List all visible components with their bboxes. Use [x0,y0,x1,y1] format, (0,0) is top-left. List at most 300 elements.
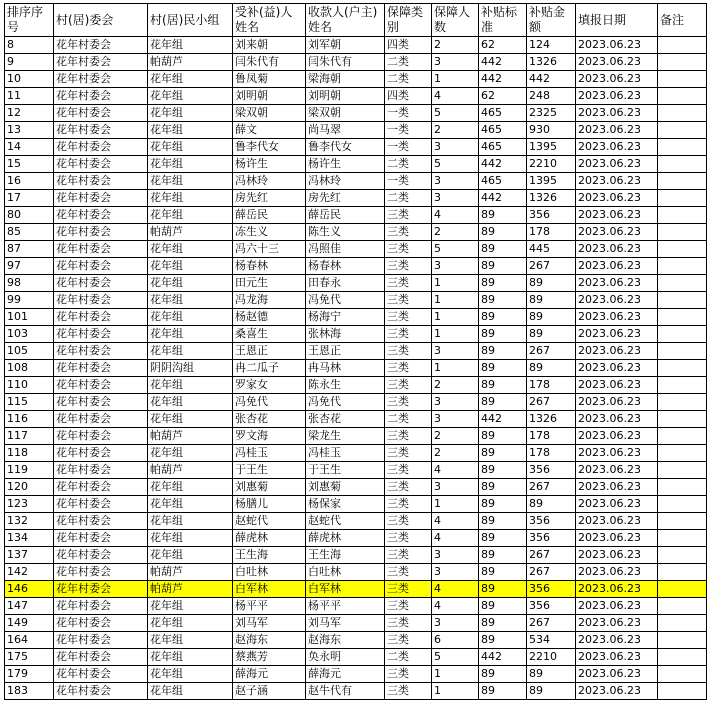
table-cell[interactable] [658,156,707,173]
table-cell[interactable] [658,173,707,190]
table-cell[interactable]: 三类 [385,581,432,598]
table-cell[interactable]: 冯龙海 [233,292,306,309]
table-cell[interactable] [658,377,707,394]
table-cell[interactable]: 2023.06.23 [576,105,658,122]
header-cell[interactable]: 排序序号 [5,4,54,37]
table-cell[interactable]: 3 [432,547,479,564]
table-cell[interactable]: 1 [432,360,479,377]
table-cell[interactable] [658,139,707,156]
table-cell[interactable]: 89 [479,428,527,445]
table-cell[interactable]: 147 [5,598,54,615]
header-cell[interactable]: 保障类别 [385,4,432,37]
table-cell[interactable]: 花年村委会 [54,292,148,309]
table-cell[interactable]: 杨许生 [306,156,385,173]
table-cell[interactable]: 2023.06.23 [576,173,658,190]
table-cell[interactable]: 3 [432,258,479,275]
table-cell[interactable]: 花年组 [148,683,233,700]
table-cell[interactable]: 89 [479,445,527,462]
table-cell[interactable]: 赵海东 [233,632,306,649]
table-cell[interactable]: 三类 [385,326,432,343]
table-cell[interactable]: 冯桂玉 [306,445,385,462]
table-cell[interactable]: 冻生义 [233,224,306,241]
table-cell[interactable]: 2023.06.23 [576,564,658,581]
table-cell[interactable]: 356 [527,530,576,547]
table-cell[interactable]: 花年村委会 [54,598,148,615]
table-cell[interactable]: 3 [432,411,479,428]
table-cell[interactable]: 89 [479,615,527,632]
table-cell[interactable]: 465 [479,139,527,156]
table-cell[interactable]: 冯免代 [306,292,385,309]
table-cell[interactable]: 冯林玲 [233,173,306,190]
table-cell[interactable]: 89 [479,241,527,258]
table-cell[interactable]: 二类 [385,54,432,71]
table-cell[interactable]: 白吐林 [306,564,385,581]
table-cell[interactable]: 89 [479,292,527,309]
table-cell[interactable]: 115 [5,394,54,411]
table-cell[interactable]: 80 [5,207,54,224]
table-cell[interactable]: 4 [432,581,479,598]
table-cell[interactable]: 2023.06.23 [576,513,658,530]
table-cell[interactable] [658,292,707,309]
table-cell[interactable]: 108 [5,360,54,377]
table-cell[interactable]: 花年组 [148,377,233,394]
header-cell[interactable]: 受补(益)人姓名 [233,4,306,37]
table-cell[interactable]: 85 [5,224,54,241]
table-cell[interactable]: 花年村委会 [54,496,148,513]
table-cell[interactable] [658,105,707,122]
table-cell[interactable]: 花年组 [148,258,233,275]
table-cell[interactable]: 146 [5,581,54,598]
table-cell[interactable]: 5 [432,649,479,666]
table-cell[interactable]: 花年村委会 [54,258,148,275]
table-cell[interactable]: 帕葫芦 [148,581,233,598]
table-cell[interactable]: 王恩正 [306,343,385,360]
table-cell[interactable]: 1 [432,292,479,309]
table-cell[interactable]: 89 [527,292,576,309]
table-cell[interactable]: 267 [527,564,576,581]
table-cell[interactable]: 2023.06.23 [576,343,658,360]
table-cell[interactable]: 罗家女 [233,377,306,394]
table-cell[interactable]: 三类 [385,683,432,700]
table-cell[interactable]: 花年村委会 [54,513,148,530]
table-cell[interactable]: 冯免代 [233,394,306,411]
header-cell[interactable]: 村(居)委会 [54,4,148,37]
table-cell[interactable]: 花年村委会 [54,428,148,445]
table-cell[interactable]: 1326 [527,190,576,207]
table-cell[interactable]: 178 [527,428,576,445]
table-cell[interactable]: 2023.06.23 [576,275,658,292]
table-cell[interactable]: 三类 [385,547,432,564]
table-cell[interactable]: 5 [432,105,479,122]
table-cell[interactable]: 119 [5,462,54,479]
table-cell[interactable]: 17 [5,190,54,207]
table-cell[interactable]: 鲁李代女 [306,139,385,156]
table-cell[interactable]: 164 [5,632,54,649]
table-cell[interactable]: 杨膳儿 [233,496,306,513]
table-cell[interactable]: 98 [5,275,54,292]
table-cell[interactable]: 冉马林 [306,360,385,377]
table-cell[interactable] [658,275,707,292]
table-cell[interactable]: 田春永 [306,275,385,292]
header-cell[interactable]: 补贴金额 [527,4,576,37]
table-cell[interactable]: 4 [432,88,479,105]
table-cell[interactable]: 花年村委会 [54,156,148,173]
table-cell[interactable]: 花年组 [148,292,233,309]
table-cell[interactable]: 花年组 [148,547,233,564]
table-cell[interactable]: 1 [432,275,479,292]
table-cell[interactable]: 2023.06.23 [576,428,658,445]
table-cell[interactable]: 2023.06.23 [576,326,658,343]
table-cell[interactable]: 89 [479,683,527,700]
table-cell[interactable]: 3 [432,479,479,496]
table-cell[interactable]: 1 [432,666,479,683]
table-cell[interactable]: 花年村委会 [54,37,148,54]
table-cell[interactable]: 89 [479,394,527,411]
table-cell[interactable]: 帕葫芦 [148,462,233,479]
table-cell[interactable]: 三类 [385,615,432,632]
table-cell[interactable]: 四类 [385,37,432,54]
table-cell[interactable]: 花年组 [148,479,233,496]
table-cell[interactable]: 89 [479,326,527,343]
table-cell[interactable]: 花年村委会 [54,190,148,207]
table-cell[interactable]: 二类 [385,649,432,666]
table-cell[interactable]: 陈生义 [306,224,385,241]
table-cell[interactable] [658,598,707,615]
table-cell[interactable]: 花年村委会 [54,326,148,343]
table-cell[interactable]: 于王生 [306,462,385,479]
table-cell[interactable]: 三类 [385,275,432,292]
table-cell[interactable]: 442 [479,54,527,71]
table-cell[interactable]: 二类 [385,411,432,428]
table-cell[interactable] [658,258,707,275]
table-cell[interactable]: 花年组 [148,139,233,156]
table-cell[interactable]: 89 [527,496,576,513]
table-cell[interactable]: 2023.06.23 [576,309,658,326]
table-cell[interactable]: 89 [479,513,527,530]
table-cell[interactable]: 三类 [385,258,432,275]
table-cell[interactable]: 356 [527,462,576,479]
table-cell[interactable]: 110 [5,377,54,394]
table-cell[interactable]: 1 [432,496,479,513]
table-cell[interactable] [658,207,707,224]
table-cell[interactable]: 花年组 [148,411,233,428]
table-cell[interactable]: 2023.06.23 [576,156,658,173]
table-cell[interactable]: 白军林 [306,581,385,598]
table-cell[interactable]: 930 [527,122,576,139]
table-cell[interactable] [658,37,707,54]
table-cell[interactable]: 冯六十三 [233,241,306,258]
table-cell[interactable]: 帕葫芦 [148,428,233,445]
table-cell[interactable] [658,54,707,71]
table-cell[interactable]: 124 [527,37,576,54]
table-cell[interactable]: 2023.06.23 [576,377,658,394]
table-cell[interactable]: 花年村委会 [54,564,148,581]
table-cell[interactable]: 花年村委会 [54,343,148,360]
table-cell[interactable]: 陈永生 [306,377,385,394]
table-cell[interactable] [658,343,707,360]
table-cell[interactable] [658,122,707,139]
table-cell[interactable]: 二类 [385,190,432,207]
table-cell[interactable]: 冯桂玉 [233,445,306,462]
table-cell[interactable]: 89 [479,275,527,292]
table-cell[interactable]: 一类 [385,139,432,156]
table-cell[interactable]: 刘马军 [233,615,306,632]
table-cell[interactable]: 89 [527,275,576,292]
table-cell[interactable]: 花年组 [148,496,233,513]
table-cell[interactable]: 175 [5,649,54,666]
table-cell[interactable]: 103 [5,326,54,343]
table-cell[interactable]: 442 [479,649,527,666]
table-cell[interactable]: 赵蛇代 [306,513,385,530]
table-cell[interactable]: 尚马翠 [306,122,385,139]
table-cell[interactable]: 花年村委会 [54,105,148,122]
table-cell[interactable]: 赵牛代有 [306,683,385,700]
table-cell[interactable]: 183 [5,683,54,700]
table-cell[interactable]: 花年组 [148,326,233,343]
table-cell[interactable]: 三类 [385,394,432,411]
table-cell[interactable]: 花年村委会 [54,275,148,292]
table-cell[interactable]: 花年组 [148,275,233,292]
table-cell[interactable]: 134 [5,530,54,547]
table-cell[interactable]: 三类 [385,564,432,581]
table-cell[interactable]: 王生海 [306,547,385,564]
table-cell[interactable] [658,241,707,258]
table-cell[interactable]: 2 [432,428,479,445]
table-cell[interactable]: 2023.06.23 [576,462,658,479]
table-cell[interactable]: 赵蛇代 [233,513,306,530]
table-cell[interactable] [658,530,707,547]
table-cell[interactable]: 花年组 [148,190,233,207]
table-cell[interactable]: 99 [5,292,54,309]
table-cell[interactable]: 2023.06.23 [576,683,658,700]
table-cell[interactable]: 冯林玲 [306,173,385,190]
table-cell[interactable] [658,581,707,598]
table-cell[interactable]: 2023.06.23 [576,394,658,411]
table-cell[interactable]: 3 [432,564,479,581]
table-cell[interactable] [658,615,707,632]
table-cell[interactable]: 花年组 [148,649,233,666]
table-cell[interactable]: 梁海朝 [306,71,385,88]
table-cell[interactable]: 一类 [385,122,432,139]
table-cell[interactable]: 178 [527,224,576,241]
table-cell[interactable]: 杨春林 [233,258,306,275]
table-cell[interactable]: 帕葫芦 [148,224,233,241]
table-cell[interactable]: 2210 [527,649,576,666]
table-cell[interactable]: 2023.06.23 [576,360,658,377]
table-cell[interactable]: 白军林 [233,581,306,598]
table-cell[interactable]: 89 [527,666,576,683]
table-cell[interactable]: 杨平平 [306,598,385,615]
table-cell[interactable]: 一类 [385,173,432,190]
table-cell[interactable]: 罗文海 [233,428,306,445]
table-cell[interactable]: 3 [432,190,479,207]
table-cell[interactable]: 89 [479,224,527,241]
table-cell[interactable]: 442 [479,156,527,173]
table-cell[interactable]: 2023.06.23 [576,411,658,428]
table-cell[interactable]: 1 [432,309,479,326]
table-cell[interactable]: 花年组 [148,37,233,54]
table-cell[interactable]: 花年组 [148,666,233,683]
table-cell[interactable]: 267 [527,615,576,632]
table-cell[interactable]: 3 [432,343,479,360]
table-cell[interactable]: 杨保家 [306,496,385,513]
table-cell[interactable]: 鲁凤菊 [233,71,306,88]
table-cell[interactable] [658,496,707,513]
table-cell[interactable]: 89 [479,547,527,564]
table-cell[interactable]: 89 [479,377,527,394]
table-cell[interactable]: 3 [432,173,479,190]
table-cell[interactable]: 杨海宁 [306,309,385,326]
table-cell[interactable]: 花年组 [148,445,233,462]
table-cell[interactable]: 179 [5,666,54,683]
table-cell[interactable]: 142 [5,564,54,581]
table-cell[interactable] [658,564,707,581]
table-cell[interactable]: 2023.06.23 [576,71,658,88]
table-cell[interactable]: 花年村委会 [54,139,148,156]
table-cell[interactable]: 2023.06.23 [576,445,658,462]
table-cell[interactable]: 帕葫芦 [148,54,233,71]
table-cell[interactable]: 花年组 [148,598,233,615]
table-cell[interactable]: 89 [479,632,527,649]
table-cell[interactable]: 5 [432,156,479,173]
table-cell[interactable] [658,394,707,411]
table-cell[interactable]: 2023.06.23 [576,666,658,683]
table-cell[interactable]: 花年村委会 [54,377,148,394]
table-cell[interactable]: 2023.06.23 [576,598,658,615]
table-cell[interactable]: 2023.06.23 [576,615,658,632]
table-cell[interactable]: 120 [5,479,54,496]
table-cell[interactable]: 2023.06.23 [576,122,658,139]
table-cell[interactable]: 2023.06.23 [576,479,658,496]
table-cell[interactable]: 三类 [385,530,432,547]
header-cell[interactable]: 补贴标准 [479,4,527,37]
table-cell[interactable]: 花年村委会 [54,360,148,377]
table-cell[interactable]: 花年组 [148,207,233,224]
table-cell[interactable]: 2023.06.23 [576,190,658,207]
table-cell[interactable]: 于王生 [233,462,306,479]
table-cell[interactable]: 三类 [385,360,432,377]
table-cell[interactable]: 花年村委会 [54,683,148,700]
table-cell[interactable]: 89 [527,309,576,326]
table-cell[interactable] [658,445,707,462]
table-cell[interactable] [658,632,707,649]
table-cell[interactable]: 356 [527,207,576,224]
table-cell[interactable]: 89 [479,581,527,598]
table-cell[interactable]: 三类 [385,241,432,258]
table-cell[interactable]: 1326 [527,411,576,428]
table-cell[interactable]: 花年村委会 [54,547,148,564]
table-cell[interactable]: 117 [5,428,54,445]
table-cell[interactable]: 89 [479,207,527,224]
table-cell[interactable]: 一类 [385,105,432,122]
table-cell[interactable]: 田元生 [233,275,306,292]
table-cell[interactable]: 花年村委会 [54,462,148,479]
table-cell[interactable]: 薛文 [233,122,306,139]
table-cell[interactable]: 花年村委会 [54,173,148,190]
table-cell[interactable]: 花年村委会 [54,309,148,326]
table-cell[interactable]: 1395 [527,139,576,156]
table-cell[interactable]: 二类 [385,156,432,173]
table-cell[interactable]: 梁双朝 [306,105,385,122]
table-cell[interactable]: 刘军朝 [306,37,385,54]
table-cell[interactable]: 97 [5,258,54,275]
table-cell[interactable]: 三类 [385,666,432,683]
table-cell[interactable]: 花年村委会 [54,411,148,428]
table-cell[interactable]: 二类 [385,71,432,88]
table-cell[interactable]: 花年组 [148,530,233,547]
table-cell[interactable] [658,428,707,445]
table-cell[interactable]: 2023.06.23 [576,496,658,513]
table-cell[interactable] [658,649,707,666]
table-cell[interactable]: 1 [432,326,479,343]
table-cell[interactable]: 花年组 [148,105,233,122]
table-cell[interactable]: 87 [5,241,54,258]
table-cell[interactable]: 梁双朝 [233,105,306,122]
table-cell[interactable]: 89 [479,343,527,360]
table-cell[interactable]: 花年村委会 [54,649,148,666]
table-cell[interactable]: 178 [527,377,576,394]
table-cell[interactable]: 89 [479,530,527,547]
table-cell[interactable]: 花年村委会 [54,479,148,496]
table-cell[interactable]: 89 [527,360,576,377]
table-cell[interactable]: 2023.06.23 [576,54,658,71]
table-cell[interactable]: 442 [479,190,527,207]
table-cell[interactable]: 14 [5,139,54,156]
table-cell[interactable]: 蔡燕芳 [233,649,306,666]
table-cell[interactable]: 2023.06.23 [576,530,658,547]
table-cell[interactable]: 89 [479,258,527,275]
table-cell[interactable]: 花年村委会 [54,530,148,547]
table-cell[interactable]: 三类 [385,632,432,649]
table-cell[interactable]: 3 [432,615,479,632]
table-cell[interactable]: 花年组 [148,122,233,139]
table-cell[interactable]: 三类 [385,309,432,326]
table-cell[interactable]: 2 [432,37,479,54]
table-cell[interactable]: 12 [5,105,54,122]
table-cell[interactable]: 3 [432,394,479,411]
table-cell[interactable]: 薛虎林 [306,530,385,547]
table-cell[interactable] [658,360,707,377]
table-cell[interactable]: 鲁李代女 [233,139,306,156]
table-cell[interactable]: 花年村委会 [54,207,148,224]
table-cell[interactable]: 房先红 [306,190,385,207]
table-cell[interactable]: 三类 [385,292,432,309]
table-cell[interactable]: 5 [432,241,479,258]
table-cell[interactable] [658,326,707,343]
table-cell[interactable]: 62 [479,88,527,105]
table-cell[interactable] [658,683,707,700]
table-cell[interactable]: 花年村委会 [54,122,148,139]
table-cell[interactable]: 442 [527,71,576,88]
table-cell[interactable]: 4 [432,207,479,224]
table-cell[interactable]: 花年村委会 [54,394,148,411]
table-cell[interactable]: 三类 [385,598,432,615]
table-cell[interactable]: 267 [527,394,576,411]
table-cell[interactable] [658,666,707,683]
table-cell[interactable]: 89 [479,462,527,479]
table-cell[interactable]: 267 [527,547,576,564]
table-cell[interactable]: 花年村委会 [54,581,148,598]
table-cell[interactable]: 花年组 [148,241,233,258]
table-cell[interactable]: 267 [527,258,576,275]
table-cell[interactable]: 2023.06.23 [576,258,658,275]
table-cell[interactable]: 白吐林 [233,564,306,581]
table-cell[interactable]: 16 [5,173,54,190]
table-cell[interactable]: 248 [527,88,576,105]
table-cell[interactable]: 2 [432,224,479,241]
table-cell[interactable]: 8 [5,37,54,54]
table-cell[interactable]: 薛虎林 [233,530,306,547]
